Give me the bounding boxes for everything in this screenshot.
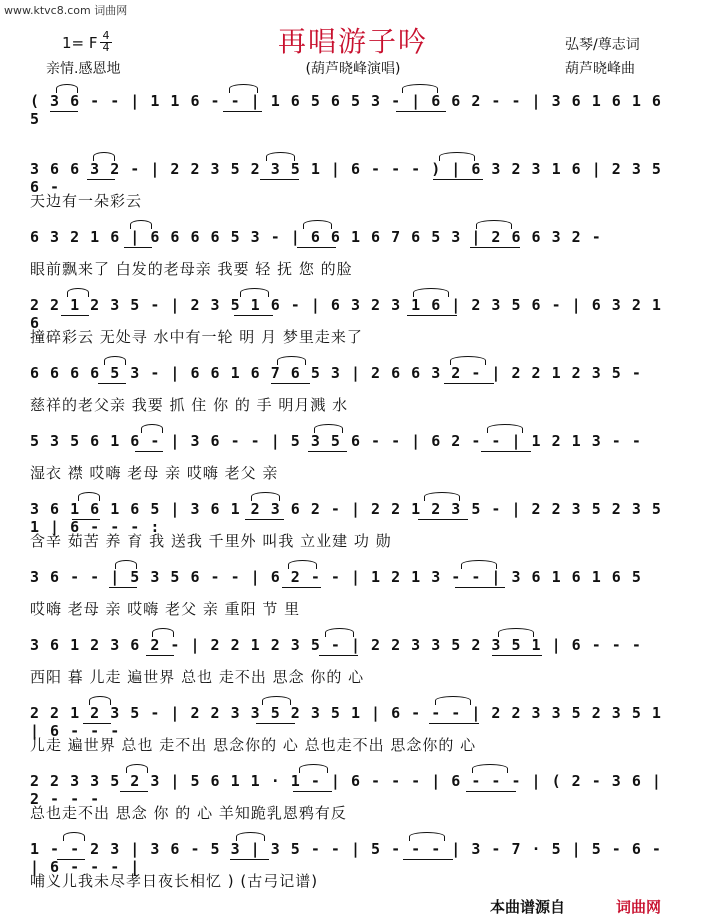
slur-arc xyxy=(498,628,534,637)
beam-underline xyxy=(87,179,115,180)
slur-arc xyxy=(89,696,111,705)
beam-underline xyxy=(319,655,358,656)
time-signature-line xyxy=(100,42,112,43)
slur-arc xyxy=(439,152,475,161)
beam-underline xyxy=(83,723,111,724)
notation-line: ( 3 6 - - | 1 1 6 - - | 1 6 5 6 5 3 - | 6 6 2 - - | 3 6 1 6 1 6 5 xyxy=(30,92,662,128)
slur-arc xyxy=(288,560,317,569)
slur-arc xyxy=(314,424,343,433)
footer-source: 本曲谱源自 xyxy=(490,898,566,916)
slur-arc xyxy=(152,628,174,637)
slur-arc xyxy=(63,832,85,841)
notation-line: 3 6 1 6 1 6 5 | 3 6 1 2 3 6 2 - | 2 2 1 2 3 5 - | 2 2 3 5 2 3 5 1 | 6 - - - : xyxy=(30,500,662,536)
slur-arc xyxy=(104,356,126,365)
beam-underline xyxy=(72,519,100,520)
beam-underline xyxy=(455,587,505,588)
beam-underline xyxy=(444,383,494,384)
score-row xyxy=(30,364,670,420)
slur-arc xyxy=(409,832,445,841)
notation-line: 2 2 1 2 3 5 - | 2 2 3 3 5 2 3 5 1 | 6 - - - | 2 2 3 3 5 2 3 5 1 | 6 - - - xyxy=(30,704,662,740)
slur-arc xyxy=(229,84,258,93)
score-row xyxy=(30,568,670,624)
beam-underline xyxy=(429,723,479,724)
slur-arc xyxy=(56,84,78,93)
site-watermark: www.ktvc8.com 词曲网 xyxy=(4,4,128,17)
slur-arc xyxy=(472,764,508,773)
beam-underline xyxy=(50,111,78,112)
beam-underline xyxy=(230,859,269,860)
singer-credit: (葫芦晓峰演唱) xyxy=(305,61,401,77)
score-row xyxy=(30,840,670,896)
beam-underline xyxy=(245,519,284,520)
slur-arc xyxy=(262,696,291,705)
slur-arc xyxy=(303,220,332,229)
key-signature: 1= F xyxy=(62,34,98,52)
beam-underline xyxy=(470,247,520,248)
score-row xyxy=(30,296,670,352)
score-row xyxy=(30,228,670,284)
slur-arc xyxy=(236,832,265,841)
beam-underline xyxy=(466,791,516,792)
lyric-line: 儿走 遍世界 总也 走不出 思念你的 心 总也走不出 思念你的 心 xyxy=(30,736,477,754)
beam-underline xyxy=(297,247,336,248)
lyric-line: 含辛 茹苦 养 育 我 送我 千里外 叫我 立业建 功 勋 xyxy=(30,532,392,550)
slur-arc xyxy=(325,628,354,637)
beam-underline xyxy=(61,315,89,316)
notation-line: 5 3 5 6 1 6 - | 3 6 - - | 5 3 5 6 - - | 6 2 - - | 1 2 1 3 - - xyxy=(30,432,642,450)
beam-underline xyxy=(124,247,152,248)
slur-arc xyxy=(93,152,115,161)
slur-arc xyxy=(266,152,295,161)
lyric-line: 总也走不出 思念 你 的 心 羊知跪乳恩鸦有反 xyxy=(30,804,347,822)
beam-underline xyxy=(234,315,273,316)
time-signature-bottom: 4 xyxy=(102,41,110,54)
lyric-line: 哎嗨 老母 亲 哎嗨 老父 亲 重阳 节 里 xyxy=(30,600,301,618)
notation-line: 3 6 1 2 3 6 2 - | 2 2 1 2 3 5 - | 2 2 3 3 5 2 3 5 1 | 6 - - - xyxy=(30,636,642,654)
beam-underline xyxy=(109,587,137,588)
beam-underline xyxy=(481,451,531,452)
slur-arc xyxy=(240,288,269,297)
score-row xyxy=(30,636,670,692)
beam-underline xyxy=(418,519,468,520)
score-row xyxy=(30,160,670,216)
lyric-line: 天边有一朵彩云 xyxy=(30,192,143,210)
score-row xyxy=(30,704,670,760)
beam-underline xyxy=(146,655,174,656)
slur-arc xyxy=(413,288,449,297)
score-row xyxy=(30,92,670,148)
notation-line: 6 6 6 6 5 3 - | 6 6 1 6 7 6 5 3 | 2 6 6 3 2 - | 2 2 1 2 3 5 - xyxy=(30,364,642,382)
lyric-line: 湿衣 襟 哎嗨 老母 亲 哎嗨 老父 亲 xyxy=(30,464,279,482)
slur-arc xyxy=(461,560,497,569)
slur-arc xyxy=(277,356,306,365)
slur-arc xyxy=(402,84,438,93)
notation-line: 2 2 3 3 5 2 3 | 5 6 1 1 · 1 - | 6 - - - | 6 - - - | ( 2 - 3 6 | 2 - - - xyxy=(30,772,662,808)
slur-arc xyxy=(78,492,100,501)
beam-underline xyxy=(271,383,310,384)
beam-underline xyxy=(256,723,295,724)
slur-arc xyxy=(251,492,280,501)
notation-line: 3 6 6 3 2 - | 2 2 3 5 2 3 5 1 | 6 - - - ) | 6 3 2 3 1 6 | 2 3 5 6 - xyxy=(30,160,662,196)
slur-arc xyxy=(299,764,328,773)
score-row xyxy=(30,432,670,488)
beam-underline xyxy=(407,315,457,316)
beam-underline xyxy=(293,791,332,792)
slur-arc xyxy=(67,288,89,297)
beam-underline xyxy=(135,451,163,452)
lyric-line: 慈祥的老父亲 我要 抓 住 你 的 手 明月溅 水 xyxy=(30,396,349,414)
composer-credit: 葫芦晓峰曲 xyxy=(565,61,635,77)
slur-arc xyxy=(487,424,523,433)
beam-underline xyxy=(57,859,85,860)
slur-arc xyxy=(476,220,512,229)
lyricist-credit: 弘琴/尊志词 xyxy=(565,37,640,53)
lyric-line: 撞碎彩云 无处寻 水中有一轮 明 月 梦里走来了 xyxy=(30,328,363,346)
slur-arc xyxy=(115,560,137,569)
slur-arc xyxy=(126,764,148,773)
footer-brand-logo[interactable]: 词曲网 xyxy=(616,898,662,916)
beam-underline xyxy=(98,383,126,384)
beam-underline xyxy=(282,587,321,588)
notation-line: 3 6 - - | 5 3 5 6 - - | 6 2 - - | 1 2 1 3 - - | 3 6 1 6 1 6 5 xyxy=(30,568,642,586)
beam-underline xyxy=(492,655,542,656)
song-title: 再唱游子吟 xyxy=(277,25,428,58)
performance-mood: 亲情.感恩地 xyxy=(46,61,121,77)
lyric-line: 眼前飘来了 白发的老母亲 我要 轻 抚 您 的脸 xyxy=(30,260,353,278)
beam-underline xyxy=(403,859,453,860)
slur-arc xyxy=(435,696,471,705)
time-signature-top: 4 xyxy=(102,29,110,42)
slur-arc xyxy=(130,220,152,229)
lyric-line: 西阳 暮 儿走 遍世界 总也 走不出 思念 你的 心 xyxy=(30,668,365,686)
slur-arc xyxy=(450,356,486,365)
beam-underline xyxy=(120,791,148,792)
beam-underline xyxy=(260,179,299,180)
beam-underline xyxy=(396,111,446,112)
beam-underline xyxy=(308,451,347,452)
lyric-line: 哺义儿我未尽孝日夜长相忆 ) (古弓记谱) xyxy=(30,872,319,890)
beam-underline xyxy=(223,111,262,112)
notation-line: 1 - - 2 3 | 3 6 - 5 3 | 3 5 - - | 5 - - - | 3 - 7 · 5 | 5 - 6 - | 6 - - - | xyxy=(30,840,662,876)
notation-line: 2 2 1 2 3 5 - | 2 3 5 1 6 - | 6 3 2 3 1 6 | 2 3 5 6 - | 6 3 2 1 6 xyxy=(30,296,662,332)
beam-underline xyxy=(433,179,483,180)
slur-arc xyxy=(424,492,460,501)
slur-arc xyxy=(141,424,163,433)
score-row xyxy=(30,500,670,556)
score-row xyxy=(30,772,670,828)
notation-line: 6 3 2 1 6 | 6 6 6 6 5 3 - | 6 6 1 6 7 6 5 3 | 2 6 6 3 2 - xyxy=(30,228,602,246)
